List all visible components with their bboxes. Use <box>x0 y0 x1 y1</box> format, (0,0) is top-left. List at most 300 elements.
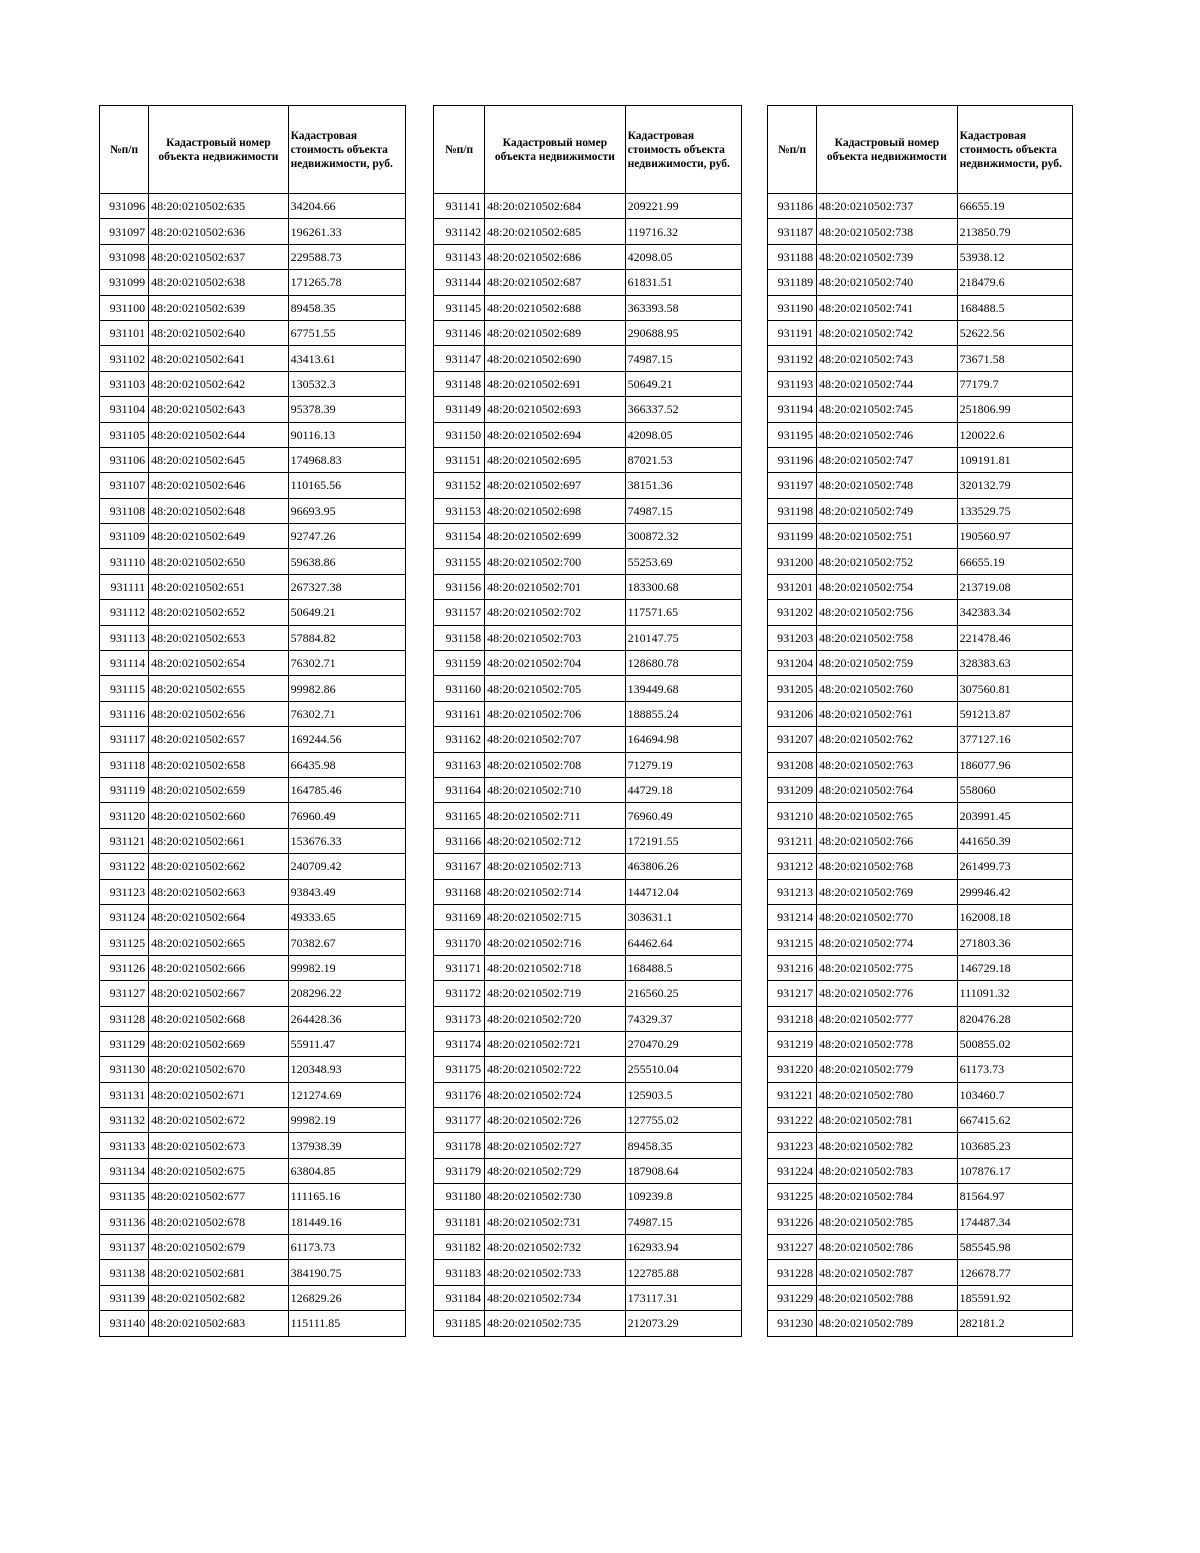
cadastral-value: 307560.81 <box>957 676 1072 701</box>
row-number: 931182 <box>434 1235 485 1260</box>
table-row <box>768 777 1073 802</box>
cadastral-number: 48:20:0210502:669 <box>149 1031 288 1056</box>
row-number: 931161 <box>434 701 485 726</box>
cadastral-value: 121274.69 <box>288 1082 405 1107</box>
table-row <box>768 625 1073 650</box>
table-row <box>100 676 406 701</box>
cadastral-number: 48:20:0210502:787 <box>817 1260 957 1285</box>
cadastral-value: 76960.49 <box>625 803 741 828</box>
row-number: 931183 <box>434 1260 485 1285</box>
cadastral-value: 66435.98 <box>288 752 405 777</box>
cadastral-number: 48:20:0210502:760 <box>817 676 957 701</box>
row-number: 931124 <box>100 904 149 929</box>
cadastral-value: 66655.19 <box>957 549 1072 574</box>
row-number: 931136 <box>100 1209 149 1234</box>
row-number: 931098 <box>100 244 149 269</box>
cadastral-number: 48:20:0210502:739 <box>817 244 957 269</box>
table-row <box>768 981 1073 1006</box>
table-row <box>434 295 742 320</box>
cadastral-value: 92747.26 <box>288 524 405 549</box>
table-row <box>768 828 1073 853</box>
cadastral-value: 251806.99 <box>957 397 1072 422</box>
cadastral-number: 48:20:0210502:641 <box>149 346 288 371</box>
cadastral-number: 48:20:0210502:785 <box>817 1209 957 1234</box>
cadastral-number: 48:20:0210502:642 <box>149 371 288 396</box>
table-row <box>434 549 742 574</box>
cadastral-number: 48:20:0210502:782 <box>817 1133 957 1158</box>
table-row <box>434 422 742 447</box>
row-number: 931196 <box>768 447 817 472</box>
cadastral-number: 48:20:0210502:653 <box>149 625 288 650</box>
cadastral-number: 48:20:0210502:759 <box>817 651 957 676</box>
table-row <box>100 701 406 726</box>
cadastral-value: 213850.79 <box>957 219 1072 244</box>
cadastral-number: 48:20:0210502:708 <box>485 752 625 777</box>
row-number: 931116 <box>100 701 149 726</box>
row-number: 931105 <box>100 422 149 447</box>
cadastral-number: 48:20:0210502:661 <box>149 828 288 853</box>
cadastral-value: 125903.5 <box>625 1082 741 1107</box>
table-row <box>768 1158 1073 1183</box>
cadastral-value: 117571.65 <box>625 600 741 625</box>
table-row <box>100 1133 406 1158</box>
cadastral-number: 48:20:0210502:756 <box>817 600 957 625</box>
table-row <box>768 1285 1073 1310</box>
cadastral-number: 48:20:0210502:672 <box>149 1108 288 1133</box>
cadastral-value: 42098.05 <box>625 244 741 269</box>
row-number: 931153 <box>434 498 485 523</box>
cadastral-number: 48:20:0210502:656 <box>149 701 288 726</box>
table-row <box>768 1057 1073 1082</box>
row-number: 931176 <box>434 1082 485 1107</box>
table-row <box>434 955 742 980</box>
cadastral-value: 261499.73 <box>957 854 1072 879</box>
cadastral-number: 48:20:0210502:774 <box>817 930 957 955</box>
cadastral-value: 111091.32 <box>957 981 1072 1006</box>
cadastral-value: 363393.58 <box>625 295 741 320</box>
cadastral-number: 48:20:0210502:670 <box>149 1057 288 1082</box>
cadastral-value: 186077.96 <box>957 752 1072 777</box>
table-row <box>100 854 406 879</box>
table-row <box>768 1260 1073 1285</box>
row-number: 931133 <box>100 1133 149 1158</box>
table-row <box>768 1184 1073 1209</box>
cadastral-value: 210147.75 <box>625 625 741 650</box>
table-row <box>100 1031 406 1056</box>
row-number: 931165 <box>434 803 485 828</box>
row-number: 931117 <box>100 727 149 752</box>
cadastral-value: 172191.55 <box>625 828 741 853</box>
row-number: 931181 <box>434 1209 485 1234</box>
cadastral-value: 264428.36 <box>288 1006 405 1031</box>
cadastral-value: 70382.67 <box>288 930 405 955</box>
cadastral-number: 48:20:0210502:688 <box>485 295 625 320</box>
row-number: 931101 <box>100 320 149 345</box>
table-row <box>434 371 742 396</box>
row-number: 931160 <box>434 676 485 701</box>
cadastral-value: 168488.5 <box>625 955 741 980</box>
cadastral-number: 48:20:0210502:645 <box>149 447 288 472</box>
row-number: 931177 <box>434 1108 485 1133</box>
row-number: 931206 <box>768 701 817 726</box>
table-row <box>100 447 406 472</box>
cadastral-value: 255510.04 <box>625 1057 741 1082</box>
cadastral-value: 384190.75 <box>288 1260 405 1285</box>
row-number: 931140 <box>100 1311 149 1336</box>
row-number: 931186 <box>768 194 817 219</box>
cadastral-value: 303631.1 <box>625 904 741 929</box>
cadastral-value: 64462.64 <box>625 930 741 955</box>
cadastral-number: 48:20:0210502:636 <box>149 219 288 244</box>
row-number: 931159 <box>434 651 485 676</box>
cadastral-number: 48:20:0210502:667 <box>149 981 288 1006</box>
cadastral-value: 77179.7 <box>957 371 1072 396</box>
table-row <box>434 574 742 599</box>
cadastral-number: 48:20:0210502:719 <box>485 981 625 1006</box>
header-cadastral: Кадастровый номер объекта недвижимости <box>817 106 957 194</box>
cadastral-value: 174968.83 <box>288 447 405 472</box>
table-row <box>100 397 406 422</box>
cadastral-number: 48:20:0210502:685 <box>485 219 625 244</box>
cadastral-number: 48:20:0210502:722 <box>485 1057 625 1082</box>
cadastral-number: 48:20:0210502:671 <box>149 1082 288 1107</box>
cadastral-value: 126829.26 <box>288 1285 405 1310</box>
cadastral-number: 48:20:0210502:681 <box>149 1260 288 1285</box>
cadastral-number: 48:20:0210502:693 <box>485 397 625 422</box>
row-number: 931180 <box>434 1184 485 1209</box>
table-row <box>100 752 406 777</box>
table-row <box>100 727 406 752</box>
cadastral-value: 820476.28 <box>957 1006 1072 1031</box>
row-number: 931194 <box>768 397 817 422</box>
table-row <box>434 320 742 345</box>
row-number: 931156 <box>434 574 485 599</box>
row-number: 931109 <box>100 524 149 549</box>
table-row <box>434 346 742 371</box>
row-number: 931152 <box>434 473 485 498</box>
table-row <box>100 422 406 447</box>
row-number: 931121 <box>100 828 149 853</box>
cadastral-value: 103460.7 <box>957 1082 1072 1107</box>
row-number: 931166 <box>434 828 485 853</box>
cadastral-number: 48:20:0210502:780 <box>817 1082 957 1107</box>
cadastral-number: 48:20:0210502:654 <box>149 651 288 676</box>
cadastral-value: 282181.2 <box>957 1311 1072 1336</box>
table-row <box>768 473 1073 498</box>
row-number: 931212 <box>768 854 817 879</box>
row-number: 931127 <box>100 981 149 1006</box>
row-number: 931220 <box>768 1057 817 1082</box>
cadastral-value: 52622.56 <box>957 320 1072 345</box>
row-number: 931173 <box>434 1006 485 1031</box>
cadastral-value: 126678.77 <box>957 1260 1072 1285</box>
row-number: 931148 <box>434 371 485 396</box>
cadastral-value: 209221.99 <box>625 194 741 219</box>
row-number: 931171 <box>434 955 485 980</box>
cadastral-value: 169244.56 <box>288 727 405 752</box>
cadastral-number: 48:20:0210502:737 <box>817 194 957 219</box>
cadastral-number: 48:20:0210502:776 <box>817 981 957 1006</box>
cadastral-number: 48:20:0210502:744 <box>817 371 957 396</box>
row-number: 931224 <box>768 1158 817 1183</box>
cadastral-value: 74329.37 <box>625 1006 741 1031</box>
header-row <box>768 106 1073 194</box>
table-row <box>768 600 1073 625</box>
row-number: 931169 <box>434 904 485 929</box>
cadastral-value: 591213.87 <box>957 701 1072 726</box>
table-row <box>100 625 406 650</box>
table-row <box>434 676 742 701</box>
table-row <box>768 574 1073 599</box>
cadastral-value: 44729.18 <box>625 777 741 802</box>
table-row <box>100 295 406 320</box>
row-number: 931125 <box>100 930 149 955</box>
table-row <box>100 219 406 244</box>
table-row <box>434 1235 742 1260</box>
cadastral-value: 299946.42 <box>957 879 1072 904</box>
cadastral-value: 137938.39 <box>288 1133 405 1158</box>
header-cadastral: Кадастровый номер объекта недвижимости <box>485 106 625 194</box>
row-number: 931128 <box>100 1006 149 1031</box>
row-number: 931178 <box>434 1133 485 1158</box>
row-number: 931114 <box>100 651 149 676</box>
row-number: 931190 <box>768 295 817 320</box>
table-row <box>768 1235 1073 1260</box>
cadastral-number: 48:20:0210502:718 <box>485 955 625 980</box>
cadastral-number: 48:20:0210502:684 <box>485 194 625 219</box>
cadastral-number: 48:20:0210502:789 <box>817 1311 957 1336</box>
table-row <box>768 879 1073 904</box>
table-row <box>434 879 742 904</box>
cadastral-table-3 <box>767 105 1073 1337</box>
row-number: 931213 <box>768 879 817 904</box>
table-row <box>434 752 742 777</box>
row-number: 931221 <box>768 1082 817 1107</box>
row-number: 931200 <box>768 549 817 574</box>
cadastral-number: 48:20:0210502:714 <box>485 879 625 904</box>
table-row <box>434 651 742 676</box>
row-number: 931208 <box>768 752 817 777</box>
cadastral-number: 48:20:0210502:700 <box>485 549 625 574</box>
cadastral-number: 48:20:0210502:646 <box>149 473 288 498</box>
cadastral-value: 81564.97 <box>957 1184 1072 1209</box>
table-row <box>768 727 1073 752</box>
cadastral-number: 48:20:0210502:741 <box>817 295 957 320</box>
cadastral-number: 48:20:0210502:769 <box>817 879 957 904</box>
cadastral-value: 196261.33 <box>288 219 405 244</box>
row-number: 931096 <box>100 194 149 219</box>
cadastral-value: 96693.95 <box>288 498 405 523</box>
table-row <box>768 803 1073 828</box>
table-row <box>434 1285 742 1310</box>
cadastral-value: 213719.08 <box>957 574 1072 599</box>
table-row <box>768 295 1073 320</box>
cadastral-number: 48:20:0210502:694 <box>485 422 625 447</box>
table-row <box>100 473 406 498</box>
table-row <box>100 371 406 396</box>
table-row <box>768 270 1073 295</box>
cadastral-number: 48:20:0210502:775 <box>817 955 957 980</box>
cadastral-number: 48:20:0210502:655 <box>149 676 288 701</box>
table-row <box>768 1108 1073 1133</box>
cadastral-value: 99982.19 <box>288 1108 405 1133</box>
table-row <box>434 473 742 498</box>
table-row <box>100 1082 406 1107</box>
row-number: 931203 <box>768 625 817 650</box>
cadastral-value: 441650.39 <box>957 828 1072 853</box>
table-row <box>100 1311 406 1336</box>
row-number: 931198 <box>768 498 817 523</box>
cadastral-value: 162933.94 <box>625 1235 741 1260</box>
table-row <box>434 194 742 219</box>
cadastral-number: 48:20:0210502:698 <box>485 498 625 523</box>
cadastral-value: 270470.29 <box>625 1031 741 1056</box>
cadastral-number: 48:20:0210502:751 <box>817 524 957 549</box>
table-row <box>434 1158 742 1183</box>
row-number: 931175 <box>434 1057 485 1082</box>
row-number: 931139 <box>100 1285 149 1310</box>
table-row <box>100 1209 406 1234</box>
row-number: 931113 <box>100 625 149 650</box>
row-number: 931134 <box>100 1158 149 1183</box>
table-row <box>768 701 1073 726</box>
header-value: Кадастровая стоимость объекта недвижимости, руб. <box>288 106 405 194</box>
row-number: 931229 <box>768 1285 817 1310</box>
cadastral-value: 43413.61 <box>288 346 405 371</box>
table-row <box>768 854 1073 879</box>
row-number: 931184 <box>434 1285 485 1310</box>
table-row <box>768 320 1073 345</box>
row-number: 931157 <box>434 600 485 625</box>
cadastral-number: 48:20:0210502:702 <box>485 600 625 625</box>
cadastral-number: 48:20:0210502:675 <box>149 1158 288 1183</box>
table-row <box>768 498 1073 523</box>
cadastral-value: 173117.31 <box>625 1285 741 1310</box>
cadastral-number: 48:20:0210502:662 <box>149 854 288 879</box>
cadastral-value: 95378.39 <box>288 397 405 422</box>
cadastral-value: 109239.8 <box>625 1184 741 1209</box>
row-number: 931107 <box>100 473 149 498</box>
table-row <box>434 447 742 472</box>
row-number: 931204 <box>768 651 817 676</box>
table-row <box>768 676 1073 701</box>
cadastral-number: 48:20:0210502:660 <box>149 803 288 828</box>
table-row <box>100 981 406 1006</box>
cadastral-value: 667415.62 <box>957 1108 1072 1133</box>
row-number: 931230 <box>768 1311 817 1336</box>
cadastral-number: 48:20:0210502:649 <box>149 524 288 549</box>
cadastral-value: 187908.64 <box>625 1158 741 1183</box>
cadastral-value: 183300.68 <box>625 574 741 599</box>
cadastral-number: 48:20:0210502:666 <box>149 955 288 980</box>
cadastral-number: 48:20:0210502:648 <box>149 498 288 523</box>
cadastral-number: 48:20:0210502:657 <box>149 727 288 752</box>
cadastral-number: 48:20:0210502:770 <box>817 904 957 929</box>
cadastral-number: 48:20:0210502:665 <box>149 930 288 955</box>
table-row <box>768 1133 1073 1158</box>
cadastral-value: 130532.3 <box>288 371 405 396</box>
cadastral-value: 267327.38 <box>288 574 405 599</box>
cadastral-value: 59638.86 <box>288 549 405 574</box>
cadastral-value: 76302.71 <box>288 701 405 726</box>
table-row <box>100 524 406 549</box>
row-number: 931193 <box>768 371 817 396</box>
table-row <box>768 1311 1073 1336</box>
table-row <box>100 1285 406 1310</box>
table-row <box>768 371 1073 396</box>
cadastral-value: 128680.78 <box>625 651 741 676</box>
cadastral-number: 48:20:0210502:743 <box>817 346 957 371</box>
cadastral-number: 48:20:0210502:652 <box>149 600 288 625</box>
table-row <box>100 828 406 853</box>
cadastral-value: 290688.95 <box>625 320 741 345</box>
cadastral-number: 48:20:0210502:731 <box>485 1209 625 1234</box>
header-num: №п/п <box>768 106 817 194</box>
cadastral-number: 48:20:0210502:727 <box>485 1133 625 1158</box>
table-row <box>100 651 406 676</box>
cadastral-number: 48:20:0210502:784 <box>817 1184 957 1209</box>
row-number: 931126 <box>100 955 149 980</box>
row-number: 931097 <box>100 219 149 244</box>
table-row <box>100 955 406 980</box>
row-number: 931103 <box>100 371 149 396</box>
table-row <box>434 1133 742 1158</box>
row-number: 931222 <box>768 1108 817 1133</box>
cadastral-number: 48:20:0210502:637 <box>149 244 288 269</box>
cadastral-value: 50649.21 <box>288 600 405 625</box>
cadastral-value: 34204.66 <box>288 194 405 219</box>
cadastral-number: 48:20:0210502:783 <box>817 1158 957 1183</box>
cadastral-value: 328383.63 <box>957 651 1072 676</box>
cadastral-value: 190560.97 <box>957 524 1072 549</box>
table-row <box>434 981 742 1006</box>
row-number: 931100 <box>100 295 149 320</box>
cadastral-number: 48:20:0210502:689 <box>485 320 625 345</box>
cadastral-number: 48:20:0210502:711 <box>485 803 625 828</box>
cadastral-value: 366337.52 <box>625 397 741 422</box>
table-row <box>434 904 742 929</box>
cadastral-value: 216560.25 <box>625 981 741 1006</box>
cadastral-number: 48:20:0210502:762 <box>817 727 957 752</box>
cadastral-value: 110165.56 <box>288 473 405 498</box>
cadastral-number: 48:20:0210502:765 <box>817 803 957 828</box>
row-number: 931120 <box>100 803 149 828</box>
cadastral-value: 120022.6 <box>957 422 1072 447</box>
table-row <box>434 1184 742 1209</box>
table-row <box>100 1057 406 1082</box>
table-row <box>100 1260 406 1285</box>
cadastral-number: 48:20:0210502:758 <box>817 625 957 650</box>
row-number: 931202 <box>768 600 817 625</box>
cadastral-number: 48:20:0210502:668 <box>149 1006 288 1031</box>
cadastral-value: 50649.21 <box>625 371 741 396</box>
table-row <box>100 549 406 574</box>
table-row <box>100 270 406 295</box>
cadastral-number: 48:20:0210502:699 <box>485 524 625 549</box>
cadastral-value: 73671.58 <box>957 346 1072 371</box>
row-number: 931214 <box>768 904 817 929</box>
row-number: 931170 <box>434 930 485 955</box>
table-row <box>100 1158 406 1183</box>
cadastral-number: 48:20:0210502:713 <box>485 854 625 879</box>
cadastral-value: 53938.12 <box>957 244 1072 269</box>
header-num: №п/п <box>434 106 485 194</box>
cadastral-value: 185591.92 <box>957 1285 1072 1310</box>
row-number: 931102 <box>100 346 149 371</box>
cadastral-number: 48:20:0210502:682 <box>149 1285 288 1310</box>
row-number: 931179 <box>434 1158 485 1183</box>
row-number: 931189 <box>768 270 817 295</box>
